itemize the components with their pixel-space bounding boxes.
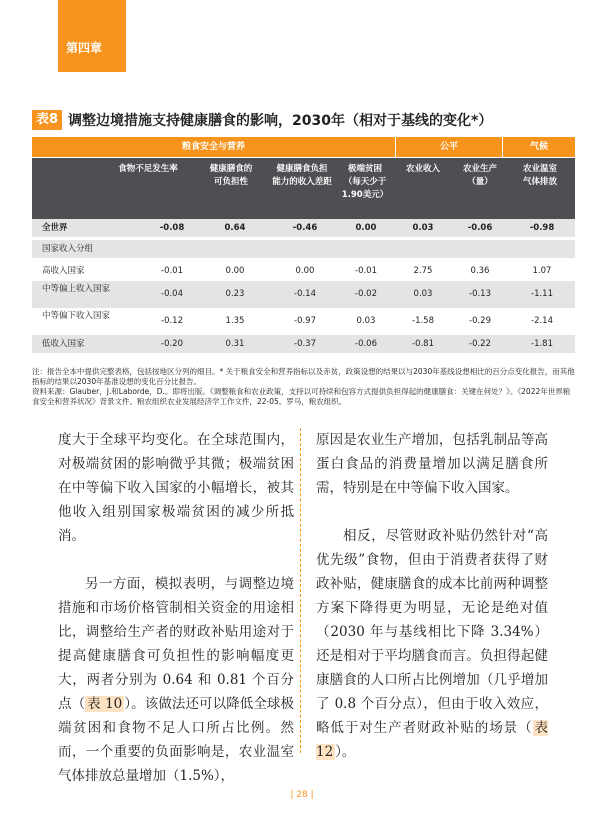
row-label: 中等偏上收入国家	[42, 284, 111, 294]
table-cell: -0.06	[355, 339, 377, 349]
table-cell: -0.46	[292, 223, 318, 233]
column-header: 食物不足发生率	[118, 164, 178, 174]
table-cell: -0.81	[412, 339, 434, 349]
table-cell: 0.03	[356, 316, 376, 326]
table-reference-link[interactable]: 表 10	[87, 696, 123, 712]
table-cell: -1.11	[531, 289, 553, 299]
table-tag: 表8	[32, 110, 62, 130]
table-caption: 调整边境措施支持健康膳食的影响，2030年（相对于基线的变化*）	[68, 113, 493, 129]
table-cell: 1.07	[532, 266, 552, 276]
table-row	[32, 281, 575, 308]
column-header: 健康膳食负担 能力的收入差距	[272, 164, 332, 187]
table-cell: -0.01	[161, 266, 183, 276]
table-cell: 0.00	[355, 223, 377, 233]
table-notes	[32, 367, 575, 407]
table-cell: 0.36	[470, 266, 490, 276]
table-source: 资料来源：Glauber，J.和Laborde，D.。即将出版。《调整粮食和农业政策，支持以可持续和包容方式提供负担得起的健康膳食：关键在何处？》。《2022年世界粮食安全和营养状况》背景文件。粮农组织农业发展经济学工作文件，22-05。罗马，粮农组织。	[32, 387, 571, 406]
column-divider	[300, 428, 301, 753]
table-cell: -0.13	[469, 289, 491, 299]
page-number: | 28 |	[290, 790, 314, 800]
table-note: 注：报告全本中提供完整表格，包括按地区分列的细目。* 关于粮食安全和营养指标以及赤贫，政策设想的结果以与2030年基线设想相比的百分点变化报告，而其他指标的结果以2030年基准设想的变化百分比报告。	[32, 367, 575, 386]
body-paragraph: 原因是农业生产增加，包括乳制品等高蛋白食品的消费量增加以满足膳食所需，特别是在中等偏下收入国家。	[316, 432, 548, 496]
body-paragraph: 度大于全球平均变化。在全球范围内，对极端贫困的影响微乎其微；极端贫困在中等偏下收入国家的小幅增长，被其他收入组别国家极端贫困的减少所抵消。	[58, 432, 294, 544]
table-row	[32, 219, 575, 237]
body-paragraph	[316, 524, 548, 764]
row-label: 中等偏下收入国家	[42, 311, 111, 321]
table-cell: -0.08	[159, 223, 185, 233]
group-header-climate: 气候	[503, 137, 575, 157]
row-label: 低收入国家	[42, 339, 85, 349]
table-cell: -0.97	[294, 316, 316, 326]
body-text: ）。	[335, 744, 356, 760]
table-title	[32, 109, 572, 131]
body-paragraph	[58, 572, 294, 788]
column-header: 农业温室 气体排放	[522, 164, 557, 187]
table-cell: 0.64	[224, 223, 246, 233]
table-cell: -0.14	[294, 289, 316, 299]
table-cell: 0.00	[295, 266, 315, 276]
table-cell: -0.01	[355, 266, 377, 276]
table-cell: -1.58	[412, 316, 434, 326]
table-cell: -0.22	[469, 339, 491, 349]
body-text: 另一方面，模拟表明，与调整边境措施和市场价格管制相关资金的用途相比，调整给生产者的财政补贴用途对于提高健康膳食可负担性的影响幅度更大，两者分别为 0.64 和 0.81 个百分点（	[58, 576, 294, 712]
table-cell: 0.31	[225, 339, 245, 349]
body-column-left	[58, 428, 294, 788]
group-header-equity: 公平	[396, 137, 502, 157]
table-cell: -0.20	[161, 339, 183, 349]
group-header-food-security: 粮食安全与营养	[32, 137, 395, 157]
table-cell: -0.98	[529, 223, 555, 233]
body-text: ）。该做法还可以降低全球极端贫困和食物不足人口所占比例。然而，一个重要的负面影响是，农业温室气体排放总量增加（1.5%），	[58, 696, 294, 784]
table-row	[32, 262, 575, 280]
column-header: 健康膳食的 可负担性	[209, 164, 253, 187]
table-cell: -2.14	[531, 316, 553, 326]
table-cell: 0.03	[412, 223, 434, 233]
table-reference-link[interactable]: 表 12	[316, 720, 548, 760]
column-header: 农业生产 （量）	[462, 164, 497, 187]
table-row	[32, 240, 575, 258]
table-cell: -0.12	[161, 316, 183, 326]
row-label: 高收入国家	[42, 266, 85, 276]
table-cell: -0.04	[161, 289, 183, 299]
table-cell: -0.02	[355, 289, 377, 299]
row-label: 全世界	[42, 223, 68, 233]
table-row	[32, 335, 575, 353]
table-cell: 2.75	[413, 266, 433, 276]
table-cell: -0.37	[294, 339, 316, 349]
body-column-right	[316, 428, 548, 764]
table-cell: -0.06	[467, 223, 493, 233]
table-cell: -0.29	[469, 316, 491, 326]
chapter-label: 第四章	[66, 41, 103, 55]
table-cell: 0.03	[413, 289, 433, 299]
row-label: 国家收入分组	[42, 244, 94, 254]
chapter-tab	[58, 0, 126, 72]
column-header: 极端贫困 （每天少于 1.90美元）	[341, 164, 389, 200]
table-cell: 1.35	[225, 316, 245, 326]
table-row	[32, 308, 575, 335]
table-cell: -1.81	[531, 339, 553, 349]
table-cell: 0.23	[225, 289, 245, 299]
column-header: 农业收入	[405, 164, 440, 174]
table-cell: 0.00	[225, 266, 245, 276]
body-text: 相反，尽管财政补贴仍然针对“高优先级”食物，但由于消费者获得了财政补贴，健康膳食的成本比前两种调整方案下降得更为明显，无论是绝对值（2030 年与基线相比下降 3.34%）还是相对于平均膳食而言。负担得起健康膳食的人口所占比例增加（几乎增加了 0.8 个百分点），但由于收入效应，略低于对生产者财政补贴的场景（	[316, 528, 548, 736]
